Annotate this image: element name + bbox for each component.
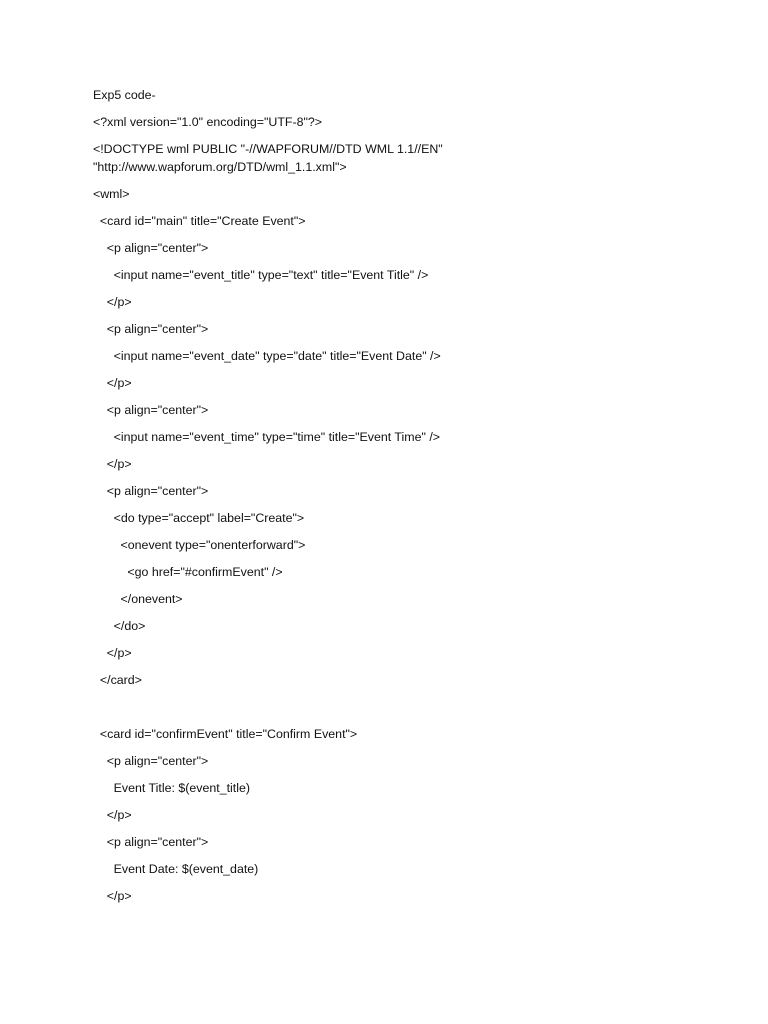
code-line: <wml>	[93, 187, 130, 201]
code-line: <onevent type="onenterforward">	[93, 538, 306, 552]
code-line: </p>	[93, 889, 132, 903]
doc-heading: Exp5 code-	[93, 88, 156, 102]
code-line: <input name="event_date" type="date" title="Event Date" />	[93, 349, 441, 363]
code-line: <card id="main" title="Create Event">	[93, 214, 306, 228]
code-line: <go href="#confirmEvent" />	[93, 565, 283, 579]
code-line: <p align="center">	[93, 241, 209, 255]
code-line: </p>	[93, 646, 132, 660]
code-line: </do>	[93, 619, 146, 633]
code-line: <p align="center">	[93, 322, 209, 336]
document-body	[93, 86, 733, 905]
code-line: <input name="event_time" type="time" title="Event Time" />	[93, 430, 440, 444]
code-line: </p>	[93, 376, 132, 390]
code-line: Event Date: $(event_date)	[93, 862, 259, 876]
code-line: <p align="center">	[93, 835, 209, 849]
code-line: Event Title: $(event_title)	[93, 781, 251, 795]
code-line: <?xml version="1.0" encoding="UTF-8"?>	[93, 115, 323, 129]
code-line: <do type="accept" label="Create">	[93, 511, 305, 525]
code-line: </onevent>	[93, 592, 183, 606]
code-line: </p>	[93, 457, 132, 471]
code-line: <!DOCTYPE wml PUBLIC "-//WAPFORUM//DTD WML 1.1//EN"	[93, 142, 443, 156]
code-line: </p>	[93, 295, 132, 309]
code-line: </card>	[93, 673, 142, 687]
code-line: </p>	[93, 808, 132, 822]
code-line: <input name="event_title" type="text" title="Event Title" />	[93, 268, 429, 282]
code-line: "http://www.wapforum.org/DTD/wml_1.1.xml">	[93, 160, 347, 174]
code-line: <p align="center">	[93, 754, 209, 768]
code-line: <p align="center">	[93, 484, 209, 498]
code-line: <p align="center">	[93, 403, 209, 417]
code-line: <card id="confirmEvent" title="Confirm Event">	[93, 727, 358, 741]
